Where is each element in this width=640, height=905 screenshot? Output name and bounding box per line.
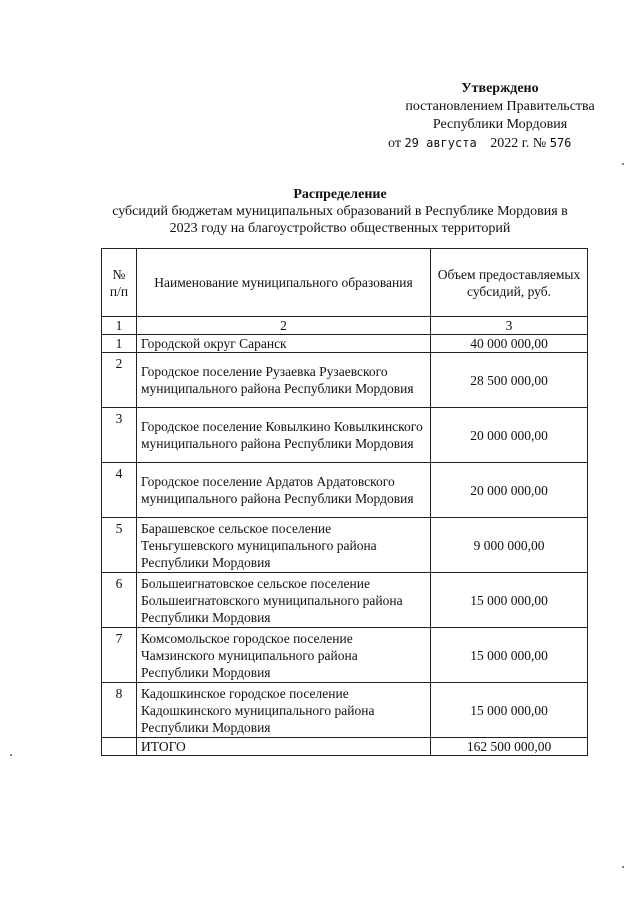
document-title <box>70 186 610 237</box>
table-row <box>102 335 588 353</box>
row-amount: 15 000 000,00 <box>431 683 588 738</box>
table-row <box>102 573 588 628</box>
row-num: 4 <box>102 463 137 518</box>
title-heading: Распределение <box>293 187 387 202</box>
row-name: Кадошкинское городское поселение Кадошкинского муниципального района Республики Мордовия <box>137 683 431 738</box>
row-amount: 28 500 000,00 <box>431 353 588 408</box>
table-row <box>102 408 588 463</box>
table-row <box>102 683 588 738</box>
approval-date-day-month: 29 августа <box>404 136 477 150</box>
row-amount: 40 000 000,00 <box>431 335 588 353</box>
total-amount: 162 500 000,00 <box>431 738 588 756</box>
total-label: ИТОГО <box>137 738 431 756</box>
column-index-row <box>102 317 588 335</box>
scan-speck <box>622 866 624 868</box>
row-num: 3 <box>102 408 137 463</box>
row-num: 5 <box>102 518 137 573</box>
row-amount: 9 000 000,00 <box>431 518 588 573</box>
scan-speck <box>10 754 12 756</box>
approval-heading: Утверждено <box>461 81 539 96</box>
title-line-1: субсидий бюджетам муниципальных образований в Республике Мордовия в <box>112 204 568 219</box>
table-header-row <box>102 249 588 317</box>
header-num: № п/п <box>102 249 137 317</box>
row-num: 6 <box>102 573 137 628</box>
approval-date-year: 2022 г. № <box>490 136 547 151</box>
row-name: Городской округ Саранск <box>137 335 431 353</box>
row-num: 8 <box>102 683 137 738</box>
row-name: Городское поселение Ковылкино Ковылкинского муниципального района Республики Мордовия <box>137 408 431 463</box>
table-total-row <box>102 738 588 756</box>
row-amount: 15 000 000,00 <box>431 628 588 683</box>
approval-date-prefix: от <box>388 136 401 151</box>
column-index-2: 2 <box>137 317 431 335</box>
row-name: Городское поселение Рузаевка Рузаевского муниципального района Республики Мордовия <box>137 353 431 408</box>
row-name: Городское поселение Ардатов Ардатовского муниципального района Республики Мордовия <box>137 463 431 518</box>
column-index-3: 3 <box>431 317 588 335</box>
header-amount: Объем предоставляемых субсидий, руб. <box>431 249 588 317</box>
row-name: Большеигнатовское сельское поселение Большеигнатовского муниципального района Республики Мордовия <box>137 573 431 628</box>
scan-speck <box>622 163 624 165</box>
distribution-table <box>101 248 588 756</box>
approval-line-2: Республики Мордовия <box>432 117 568 132</box>
approval-block <box>380 80 620 151</box>
table-row <box>102 628 588 683</box>
row-name: Барашевское сельское поселение Теньгушевского муниципального района Республики Мордовия <box>137 518 431 573</box>
header-name: Наименование муниципального образования <box>137 249 431 317</box>
table-row <box>102 353 588 408</box>
approval-line-1: постановлением Правительства <box>405 99 595 114</box>
row-num: 2 <box>102 353 137 408</box>
row-amount: 15 000 000,00 <box>431 573 588 628</box>
approval-date-line <box>388 134 571 153</box>
table-row <box>102 463 588 518</box>
row-name: Комсомольское городское поселение Чамзинского муниципального района Республики Мордовия <box>137 628 431 683</box>
column-index-1: 1 <box>102 317 137 335</box>
approval-number: 576 <box>549 136 572 150</box>
row-amount: 20 000 000,00 <box>431 408 588 463</box>
row-amount: 20 000 000,00 <box>431 463 588 518</box>
total-num-empty <box>102 738 137 756</box>
table-row <box>102 518 588 573</box>
row-num: 1 <box>102 335 137 353</box>
row-num: 7 <box>102 628 137 683</box>
title-line-2: 2023 году на благоустройство общественных территорий <box>169 221 511 236</box>
